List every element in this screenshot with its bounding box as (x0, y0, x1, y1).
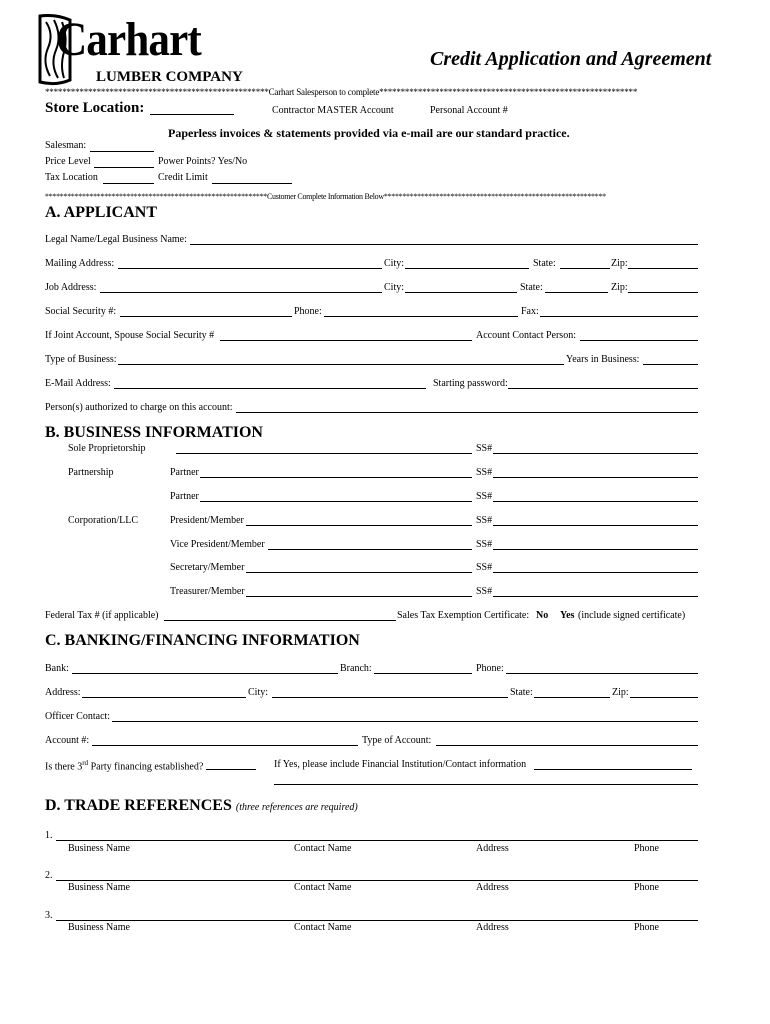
phone-label: Phone: (294, 306, 322, 317)
bank-phone-label: Phone: (476, 663, 504, 674)
paperless-notice: Paperless invoices & statements provided via e-mail are our standard practice. (168, 126, 570, 140)
job-city-label: City: (384, 282, 405, 293)
fax-label: Fax: (521, 306, 539, 317)
type-of-account-field[interactable] (436, 745, 698, 746)
third-party-label: Is there 3rd Party financing established? (45, 759, 204, 773)
price-level-label: Price Level (45, 156, 91, 167)
partnership-label: Partnership (68, 467, 114, 478)
salesperson-banner: ****************************************************Carhart Salesperson to complete************************************************************ (45, 87, 638, 97)
ref-3-contact-label: Contact Name (294, 922, 352, 933)
sales-tax-no-option[interactable]: No (536, 610, 549, 621)
years-in-business-field[interactable] (643, 364, 698, 365)
partner-2-ss-field[interactable] (493, 501, 698, 502)
store-location-field[interactable] (150, 114, 234, 115)
personal-account-label: Personal Account # (430, 105, 508, 116)
section-d-note: (three references are required) (235, 802, 358, 813)
bank-address-label: Address: (45, 687, 81, 698)
customer-banner: ************************************************************Customer Complete Information Below************************************************************ (45, 192, 606, 201)
ssn-label: Social Security #: (45, 306, 117, 317)
logo-word: Carhart (56, 13, 201, 66)
account-number-field[interactable] (92, 745, 358, 746)
job-state-label: State: (520, 282, 543, 293)
branch-label: Branch: (340, 663, 372, 674)
third-party-field[interactable] (206, 769, 256, 770)
authorized-field[interactable] (236, 412, 698, 413)
ref-2-contact-label: Contact Name (294, 882, 352, 893)
treasurer-field[interactable] (246, 596, 472, 597)
email-label: E-Mail Address: (45, 378, 111, 389)
ssn-field[interactable] (120, 316, 292, 317)
starting-password-field[interactable] (508, 388, 698, 389)
job-city-field[interactable] (405, 292, 517, 293)
secretary-ss-field[interactable] (493, 572, 698, 573)
if-yes-label: If Yes, please include Financial Institution/Contact information (274, 759, 527, 770)
ref-1-business-label: Business Name (68, 843, 130, 854)
job-zip-field[interactable] (628, 292, 698, 293)
ref-3-field[interactable] (56, 920, 698, 921)
mailing-city-label: City: (384, 258, 405, 269)
fax-field[interactable] (540, 316, 698, 317)
ref-2-number: 2. (45, 870, 53, 881)
ref-2-phone-label: Phone (634, 882, 659, 893)
mailing-address-field[interactable] (118, 268, 382, 269)
job-state-field[interactable] (545, 292, 608, 293)
tax-location-field[interactable] (103, 183, 154, 184)
sales-tax-yes-note: (include signed certificate) (578, 610, 686, 621)
store-location-label: Store Location: (45, 100, 145, 116)
mailing-zip-label: Zip: (611, 258, 628, 269)
corporation-label: Corporation/LLC (68, 515, 138, 526)
vice-president-ss-label: SS# (476, 539, 493, 550)
president-ss-label: SS# (476, 515, 493, 526)
secretary-ss-label: SS# (476, 562, 493, 573)
ref-3-phone-label: Phone (634, 922, 659, 933)
account-contact-field[interactable] (580, 340, 698, 341)
starting-password-label: Starting password: (433, 378, 508, 389)
legal-name-label: Legal Name/Legal Business Name: (45, 234, 187, 245)
mailing-state-field[interactable] (560, 268, 610, 269)
type-of-account-label: Type of Account: (362, 735, 432, 746)
section-a-title: A. APPLICANT (45, 204, 158, 221)
treasurer-label: Treasurer/Member (170, 586, 245, 597)
account-number-label: Account #: (45, 735, 90, 746)
authorized-label: Person(s) authorized to charge on this account: (45, 402, 233, 413)
branch-field[interactable] (374, 673, 472, 674)
email-field[interactable] (114, 388, 426, 389)
vice-president-field[interactable] (268, 549, 472, 550)
account-contact-label: Account Contact Person: (476, 330, 576, 341)
ref-2-field[interactable] (56, 880, 698, 881)
credit-limit-label: Credit Limit (158, 172, 208, 183)
federal-tax-label: Federal Tax # (if applicable) (45, 610, 159, 621)
power-points-label: Power Points? Yes/No (158, 156, 248, 167)
ref-3-number: 3. (45, 910, 53, 921)
ref-3-business-label: Business Name (68, 922, 130, 933)
bank-label: Bank: (45, 663, 69, 674)
phone-field[interactable] (324, 316, 518, 317)
business-type-field[interactable] (118, 364, 564, 365)
years-in-business-label: Years in Business: (566, 354, 640, 365)
officer-contact-label: Officer Contact: (45, 711, 111, 722)
mailing-address-label: Mailing Address: (45, 258, 115, 269)
mailing-zip-field[interactable] (628, 268, 698, 269)
sales-tax-yes-option[interactable]: Yes (560, 610, 575, 621)
secretary-label: Secretary/Member (170, 562, 245, 573)
master-account-label: Contractor MASTER Account (272, 105, 394, 116)
bank-state-field[interactable] (534, 697, 610, 698)
ref-1-number: 1. (45, 830, 53, 841)
president-label: President/Member (170, 515, 244, 526)
job-address-label: Job Address: (45, 282, 97, 293)
section-c-title: C. BANKING/FINANCING INFORMATION (45, 632, 360, 649)
partner-1-field[interactable] (200, 477, 472, 478)
ref-3-address-label: Address (476, 922, 509, 933)
ref-1-address-label: Address (476, 843, 509, 854)
salesman-label: Salesman: (45, 140, 87, 151)
if-yes-field-2[interactable] (274, 784, 698, 785)
ref-1-field[interactable] (56, 840, 698, 841)
bank-city-label: City: (248, 687, 269, 698)
bank-state-label: State: (510, 687, 533, 698)
vice-president-ss-field[interactable] (493, 549, 698, 550)
vice-president-label: Vice President/Member (170, 539, 265, 550)
partner-1-ss-label: SS# (476, 467, 493, 478)
legal-name-field[interactable] (190, 244, 698, 245)
logo-sub: LUMBER COMPANY (96, 69, 243, 85)
sales-tax-cert-label: Sales Tax Exemption Certificate: (397, 610, 530, 621)
partner-1-label: Partner (170, 467, 199, 478)
ref-1-contact-label: Contact Name (294, 843, 352, 854)
joint-account-label: If Joint Account, Spouse Social Security # (45, 330, 215, 341)
sole-prop-ss-label: SS# (476, 443, 493, 454)
bank-phone-field[interactable] (506, 673, 698, 674)
partner-2-ss-label: SS# (476, 491, 493, 502)
salesman-field[interactable] (90, 151, 154, 152)
credit-limit-field[interactable] (212, 183, 292, 184)
bank-zip-label: Zip: (612, 687, 629, 698)
mailing-city-field[interactable] (405, 268, 529, 269)
federal-tax-field[interactable] (164, 620, 396, 621)
ref-1-phone-label: Phone (634, 843, 659, 854)
section-b-title: B. BUSINESS INFORMATION (45, 424, 263, 441)
section-d-title-row: D. TRADE REFERENCES (three references are required) (45, 797, 358, 814)
partner-1-ss-field[interactable] (493, 477, 698, 478)
president-ss-field[interactable] (493, 525, 698, 526)
if-yes-field[interactable] (534, 769, 692, 770)
job-address-field[interactable] (100, 292, 382, 293)
partner-2-field[interactable] (200, 501, 472, 502)
bank-address-field[interactable] (82, 697, 246, 698)
sole-prop-field[interactable] (176, 453, 472, 454)
president-field[interactable] (246, 525, 472, 526)
sole-prop-ss-field[interactable] (493, 453, 698, 454)
joint-ssn-field[interactable] (220, 340, 472, 341)
ref-2-business-label: Business Name (68, 882, 130, 893)
bank-field[interactable] (72, 673, 338, 674)
ref-2-address-label: Address (476, 882, 509, 893)
tax-location-label: Tax Location (45, 172, 98, 183)
page-title: Credit Application and Agreement (430, 48, 712, 70)
price-level-field[interactable] (94, 167, 154, 168)
bank-city-field[interactable] (272, 697, 508, 698)
treasurer-ss-field[interactable] (493, 596, 698, 597)
mailing-state-label: State: (533, 258, 556, 269)
sole-prop-label: Sole Proprietorship (68, 443, 146, 454)
bank-zip-field[interactable] (630, 697, 698, 698)
treasurer-ss-label: SS# (476, 586, 493, 597)
partner-2-label: Partner (170, 491, 199, 502)
secretary-field[interactable] (246, 572, 472, 573)
job-zip-label: Zip: (611, 282, 628, 293)
business-type-label: Type of Business: (45, 354, 117, 365)
officer-contact-field[interactable] (112, 721, 698, 722)
